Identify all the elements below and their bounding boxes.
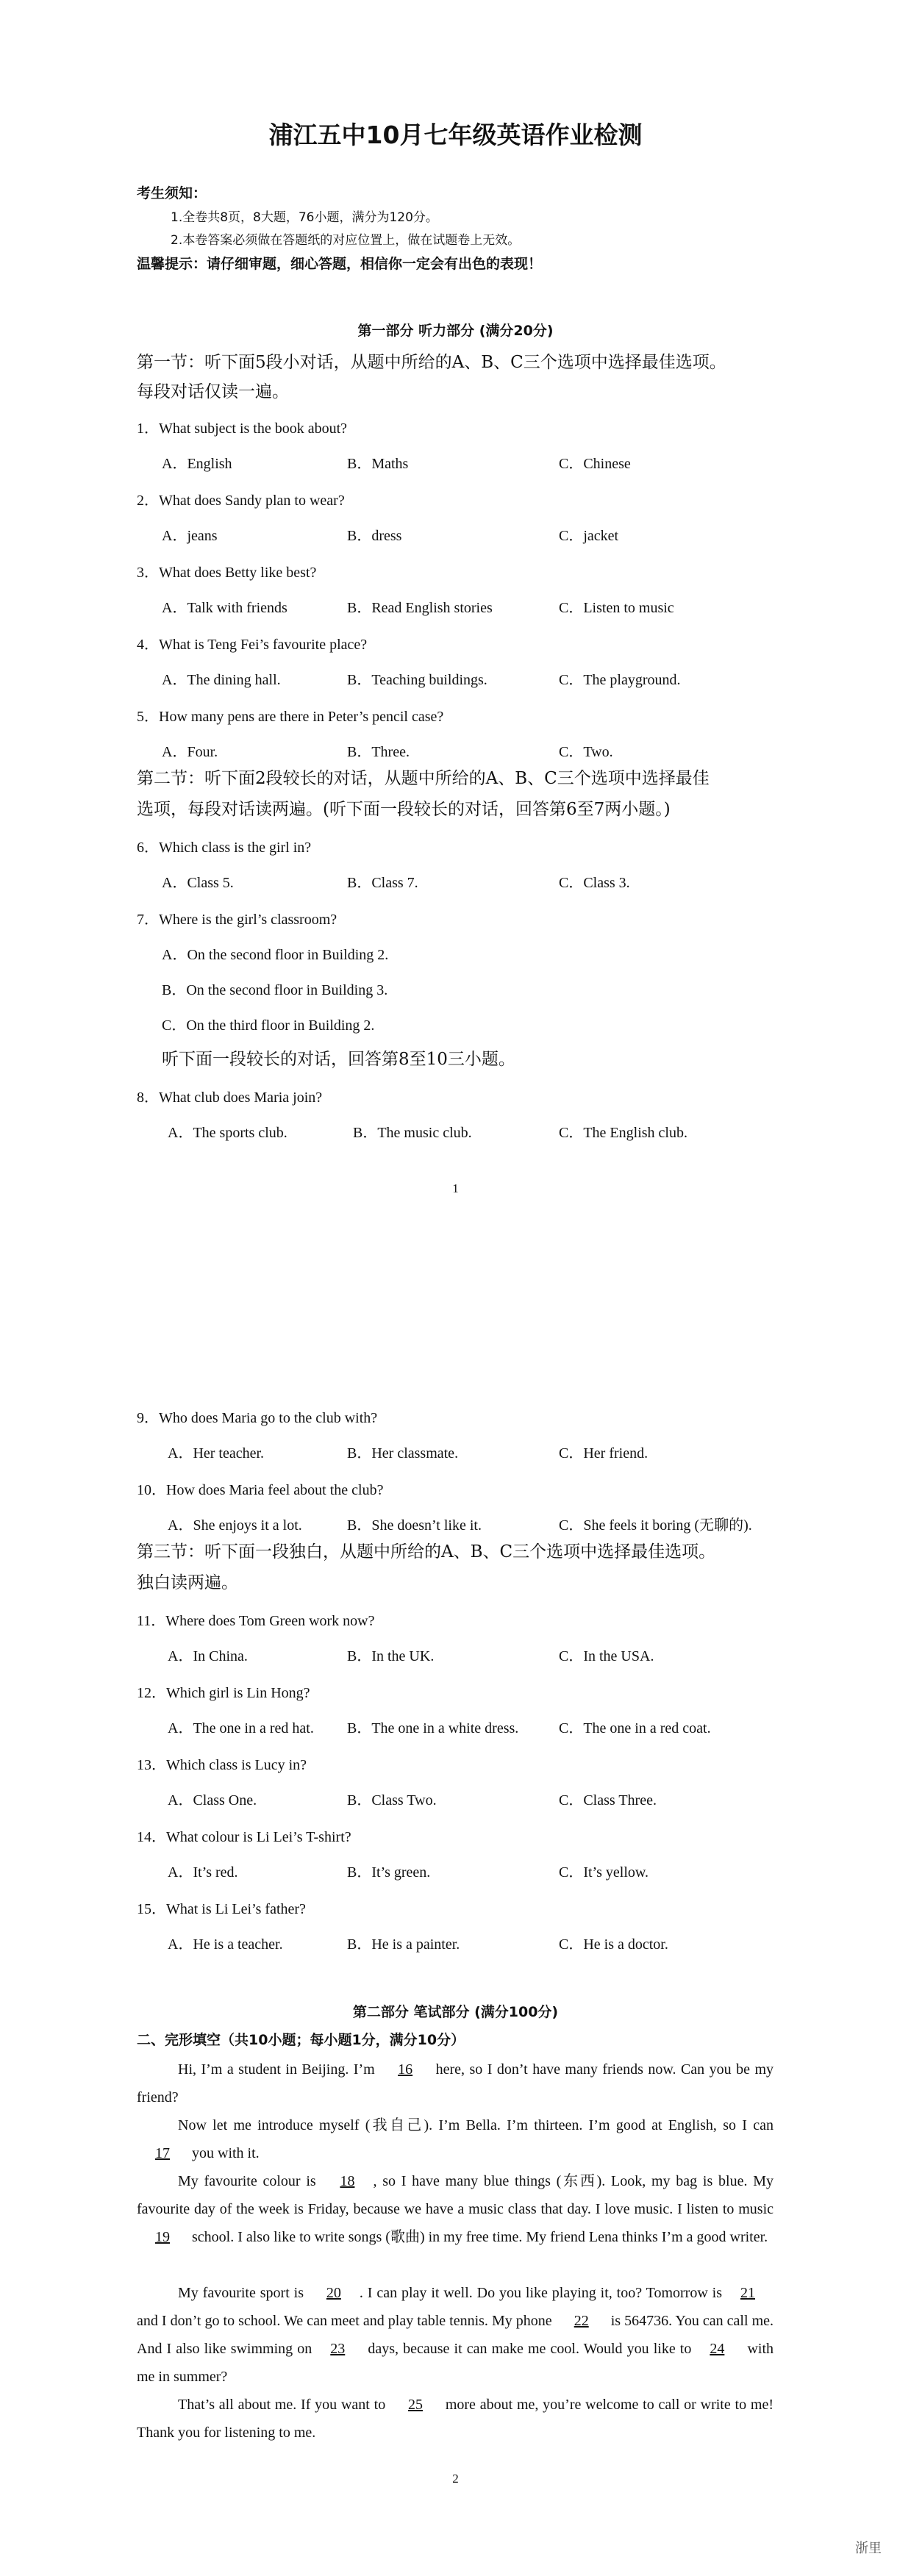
- blank-20[interactable]: 20: [326, 2285, 341, 2301]
- option-a[interactable]: A．Class One.: [168, 1792, 257, 1808]
- option-b[interactable]: B．It’s green.: [347, 1864, 431, 1881]
- question-12: 12．Which girl is Lin Hong?: [137, 1685, 310, 1701]
- option-b[interactable]: B．Three.: [347, 744, 410, 760]
- option-c[interactable]: C．Chinese: [559, 456, 631, 472]
- blank-19[interactable]: 19: [155, 2229, 170, 2245]
- option-c[interactable]: C．He is a doctor.: [559, 1936, 668, 1953]
- question-15: 15．What is Li Lei’s father?: [137, 1901, 306, 1917]
- question-6: 6．Which class is the girl in?: [137, 840, 312, 856]
- option-c[interactable]: C．The English club.: [559, 1125, 687, 1141]
- option-a[interactable]: A．She enjoys it a lot.: [168, 1517, 302, 1534]
- option-a[interactable]: A．Talk with friends: [162, 600, 287, 616]
- option-b[interactable]: B．The music club.: [353, 1125, 472, 1141]
- option-c[interactable]: C．Two.: [559, 744, 613, 760]
- blank-18[interactable]: 18: [340, 2173, 355, 2189]
- option-c[interactable]: C．Class 3.: [559, 875, 630, 891]
- question-10: 10．How does Maria feel about the club?: [137, 1482, 384, 1498]
- option-b[interactable]: B．dress: [347, 528, 402, 544]
- option-c[interactable]: C．Class Three.: [559, 1792, 657, 1808]
- cloze-paragraph-1: Hi, I’m a student in Beijing. I’m 16 here, so I don’t have many friends now. Can you be my friend?: [137, 2056, 774, 2111]
- section3-instruction: 第三节：听下面一段独白，从题中所给的A、B、C三个选项中选择最佳选项。: [137, 1542, 716, 1561]
- blank-23[interactable]: 23: [330, 2341, 346, 2357]
- blank-24[interactable]: 24: [710, 2341, 725, 2357]
- question-4: 4．What is Teng Fei’s favourite place?: [137, 637, 368, 653]
- blank-22[interactable]: 22: [574, 2313, 589, 2329]
- question-5: 5．How many pens are there in Peter’s pencil case?: [137, 709, 444, 725]
- option-a[interactable]: A．English: [162, 456, 232, 472]
- option-b[interactable]: B．In the UK.: [347, 1648, 435, 1664]
- option-b[interactable]: B．She doesn’t like it.: [347, 1517, 482, 1534]
- page-number: 2: [452, 2472, 459, 2486]
- question-3: 3．What does Betty like best?: [137, 565, 317, 581]
- option-c[interactable]: C．Listen to music: [559, 600, 674, 616]
- option-c[interactable]: C．On the third floor in Building 2.: [162, 1017, 375, 1034]
- section3-instruction-2: 独白读两遍。: [137, 1573, 238, 1592]
- option-a[interactable]: A．The sports club.: [168, 1125, 287, 1141]
- notes-line-2: 2.本卷答案必须做在答题纸的对应位置上，做在试题卷上无效。: [171, 233, 521, 248]
- option-a[interactable]: A．The dining hall.: [162, 672, 281, 688]
- option-a[interactable]: A．Her teacher.: [168, 1445, 265, 1461]
- question-1: 1．What subject is the book about?: [137, 421, 348, 437]
- option-c[interactable]: C．It’s yellow.: [559, 1864, 649, 1881]
- notes-line-1: 1.全卷共8页，8大题，76小题，满分为120分。: [171, 210, 438, 225]
- cloze-paragraph-5: That’s all about me. If you want to 25 more about me, you’re welcome to call or write to me! Thank you for listening to me.: [137, 2391, 774, 2447]
- section1-instruction-2: 每段对话仅读一遍。: [137, 382, 289, 401]
- option-a[interactable]: A．On the second floor in Building 2.: [162, 947, 389, 963]
- cloze-heading: 二、完形填空（共10小题；每小题1分，满分10分）: [137, 2032, 465, 2048]
- option-a[interactable]: A．jeans: [162, 528, 218, 544]
- page-title: 浦江五中10月七年级英语作业检测: [268, 121, 643, 149]
- question-13: 13．Which class is Lucy in?: [137, 1757, 307, 1773]
- notes-heading: 考生须知：: [137, 185, 207, 201]
- blank-16[interactable]: 16: [398, 2061, 413, 2078]
- cloze-paragraph-2: Now let me introduce myself (我自己). I’m Bella. I’m thirteen. I’m good at English, so I can 17 you with it.: [137, 2111, 774, 2167]
- question-14: 14．What colour is Li Lei’s T-shirt?: [137, 1829, 351, 1845]
- option-c[interactable]: C．jacket: [559, 528, 619, 544]
- section1-instruction: 第一节：听下面5段小对话，从题中所给的A、B、C三个选项中选择最佳选项。: [137, 353, 726, 372]
- blank-21[interactable]: 21: [740, 2285, 756, 2301]
- question-11: 11．Where does Tom Green work now?: [137, 1613, 375, 1629]
- option-c[interactable]: C．In the USA.: [559, 1648, 654, 1664]
- option-b[interactable]: B．Read English stories: [347, 600, 493, 616]
- page-2: [0, 1288, 911, 2576]
- section2-instruction-2: 选项，每段对话读两遍。(听下面一段较长的对话，回答第6至7两小题。): [137, 800, 671, 819]
- option-b[interactable]: B．Class 7.: [347, 875, 418, 891]
- warm-tip: 温馨提示：请仔细审题，细心答题，相信你一定会有出色的表现！: [137, 256, 543, 272]
- option-a[interactable]: A．Four.: [162, 744, 218, 760]
- option-b[interactable]: B．On the second floor in Building 3.: [162, 982, 388, 998]
- part2-heading: 第二部分 笔试部分 (满分100分): [352, 2004, 559, 2020]
- option-b[interactable]: B．Her classmate.: [347, 1445, 459, 1461]
- option-b[interactable]: B．Maths: [347, 456, 409, 472]
- option-a[interactable]: A．In China.: [168, 1648, 248, 1664]
- option-b[interactable]: B．He is a painter.: [347, 1936, 460, 1953]
- option-b[interactable]: B．Teaching buildings.: [347, 672, 487, 688]
- question-2: 2．What does Sandy plan to wear?: [137, 493, 345, 509]
- section2-instruction: 第二节：听下面2段较长的对话，从题中所给的A、B、C三个选项中选择最佳: [137, 769, 710, 788]
- page-number: 1: [452, 1181, 459, 1195]
- question-8: 8．What club does Maria join?: [137, 1090, 323, 1106]
- option-a[interactable]: A．Class 5.: [162, 875, 234, 891]
- option-a[interactable]: A．It’s red.: [168, 1864, 238, 1881]
- footer-watermark: 浙里: [855, 2541, 882, 2556]
- blank-17[interactable]: 17: [155, 2145, 170, 2161]
- option-c[interactable]: C．The playground.: [559, 672, 681, 688]
- question-7: 7．Where is the girl’s classroom?: [137, 912, 337, 928]
- option-b[interactable]: B．Class Two.: [347, 1792, 437, 1808]
- section2-sub-instruction: 听下面一段较长的对话，回答第8至10三小题。: [162, 1050, 515, 1069]
- cloze-paragraph-4: My favourite sport is 20 . I can play it well. Do you like playing it, too? Tomorrow is 21 and I don’t go to school. We can meet and play table tennis. My phone 22 is 564736. You can call me. And I also like swimming on 23 days, because it can make me cool. Would you like to 24 with me in summer?: [137, 2279, 774, 2391]
- option-b[interactable]: B．The one in a white dress.: [347, 1720, 519, 1736]
- cloze-paragraph-3: My favourite colour is 18 , so I have many blue things (东西). Look, my bag is blue. My favourite day of the week is Friday, because we have a music class that day. I love music. I listen to music 19 school. I also like to write songs (歌曲) in my free time. My friend Lena thinks I’m a good writer.: [137, 2167, 774, 2251]
- option-c[interactable]: C．Her friend.: [559, 1445, 649, 1461]
- option-c[interactable]: C．The one in a red coat.: [559, 1720, 711, 1736]
- option-a[interactable]: A．The one in a red hat.: [168, 1720, 314, 1736]
- question-9: 9．Who does Maria go to the club with?: [137, 1410, 378, 1426]
- blank-25[interactable]: 25: [408, 2397, 424, 2413]
- option-a[interactable]: A．He is a teacher.: [168, 1936, 283, 1953]
- option-c[interactable]: C．She feels it boring (无聊的).: [559, 1517, 752, 1534]
- part1-heading: 第一部分 听力部分 (满分20分): [357, 323, 554, 339]
